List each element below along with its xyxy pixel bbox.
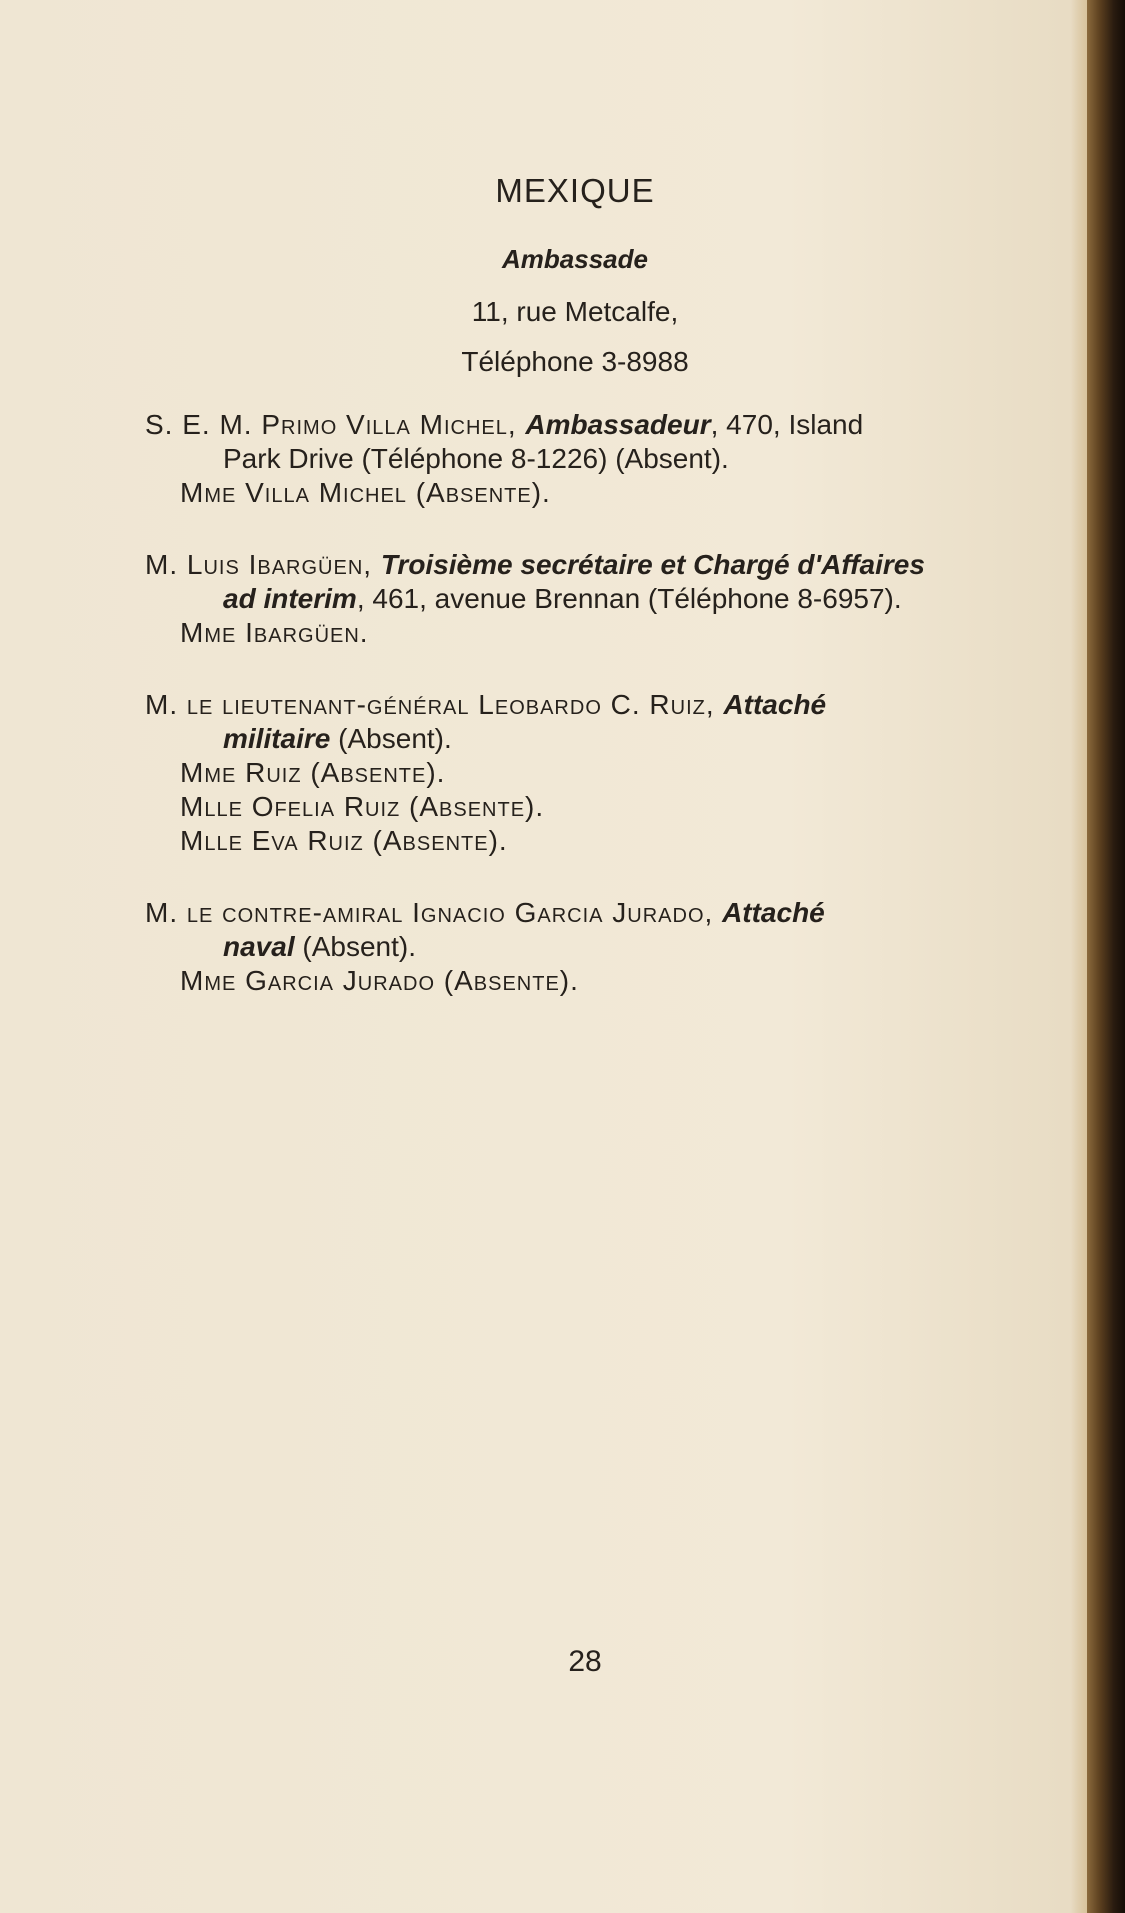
entry-line bbox=[145, 408, 1065, 442]
entry-text: Mme Ruiz (Absente). bbox=[180, 757, 446, 788]
entry-text: M. le lieutenant-général Leobardo C. Ruiz, bbox=[145, 689, 724, 720]
entry-line bbox=[145, 756, 1065, 790]
entry-line bbox=[145, 616, 1065, 650]
entry-text: , 461, avenue Brennan (Téléphone 8-6957). bbox=[356, 583, 902, 614]
entry-line bbox=[145, 548, 1065, 582]
office-subheading: Ambassade bbox=[502, 244, 648, 274]
entry-text: Park Drive (Téléphone 8-1226) (Absent). bbox=[223, 443, 729, 474]
entry-text: M. le contre-amiral Ignacio Garcia Jurado, bbox=[145, 897, 723, 928]
entry-line bbox=[145, 688, 1065, 722]
entry-line bbox=[145, 824, 1065, 858]
entry-line bbox=[145, 930, 1065, 964]
entry-text: , 470, Island bbox=[710, 409, 864, 440]
office-phone: Téléphone 3-8988 bbox=[461, 346, 689, 377]
entry-text: Mme Garcia Jurado (Absente). bbox=[180, 965, 579, 996]
page-gutter-shadow bbox=[1071, 0, 1087, 1913]
entry-text: militaire bbox=[223, 723, 331, 754]
entry-line bbox=[145, 790, 1065, 824]
entry-line bbox=[145, 964, 1065, 998]
entry-text: M. Luis Ibargüen, bbox=[145, 549, 381, 580]
country-heading: MEXIQUE bbox=[495, 172, 655, 209]
entry-ambassador bbox=[145, 408, 1065, 510]
entry-naval-attache bbox=[145, 896, 1065, 998]
entry-text: naval bbox=[223, 931, 295, 962]
entry-line bbox=[145, 476, 1065, 510]
entry-text: ad interim bbox=[223, 583, 357, 614]
office-address: 11, rue Metcalfe, bbox=[471, 296, 679, 327]
book-spine-edge bbox=[1087, 0, 1125, 1913]
entry-line bbox=[145, 722, 1065, 756]
entry-text: S. E. M. Primo Villa Michel, bbox=[145, 409, 526, 440]
entry-text: Attaché bbox=[723, 689, 827, 720]
entry-text: Attaché bbox=[722, 897, 825, 928]
entry-text: (Absent). bbox=[294, 931, 416, 962]
entry-text: (Absent). bbox=[330, 723, 452, 754]
page-number: 28 bbox=[568, 1645, 602, 1678]
entry-line bbox=[145, 896, 1065, 930]
entry-text: Troisième secrétaire et Chargé d'Affaires bbox=[380, 549, 925, 580]
entry-third-secretary bbox=[145, 548, 1065, 650]
entry-text: Ambassadeur bbox=[525, 409, 711, 440]
entry-military-attache bbox=[145, 688, 1065, 858]
entry-line bbox=[145, 582, 1065, 616]
entry-text: Mlle Eva Ruiz (Absente). bbox=[180, 825, 508, 856]
entry-text: Mme Villa Michel (Absente). bbox=[180, 477, 551, 508]
entry-text: Mme Ibargüen. bbox=[180, 617, 369, 648]
entry-line bbox=[145, 442, 1065, 476]
entry-text: Mlle Ofelia Ruiz (Absente). bbox=[180, 791, 545, 822]
